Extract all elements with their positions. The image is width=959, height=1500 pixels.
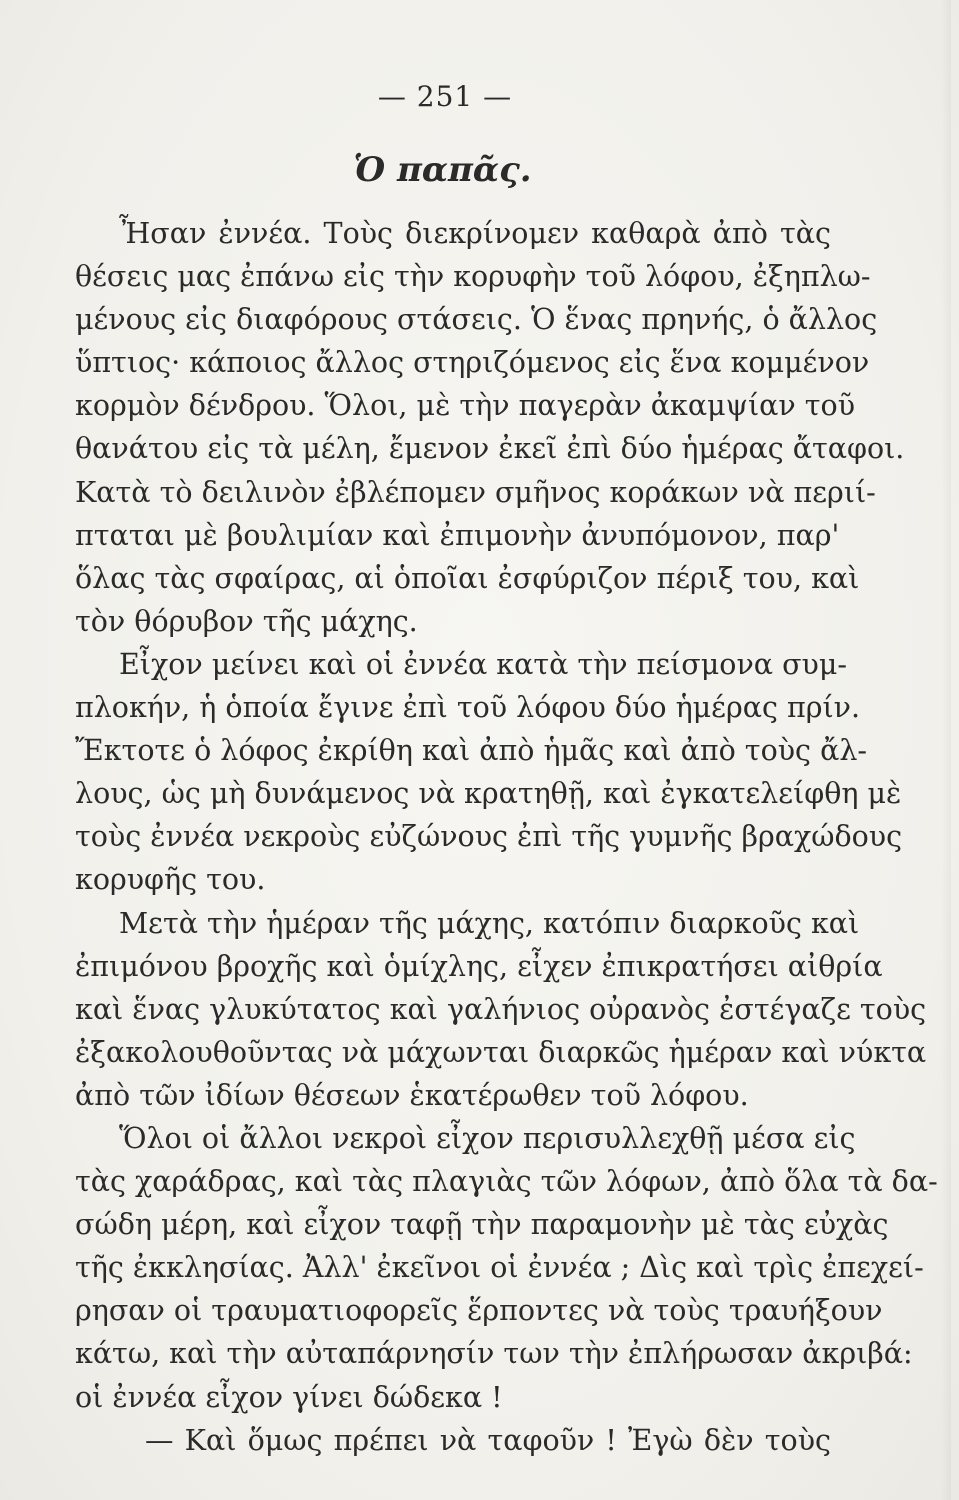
text-line: ἀπὸ τῶν ἰδίων θέσεων ἑκατέρωθεν τοῦ λόφου. bbox=[75, 1078, 749, 1112]
text-line: ρησαν οἱ τραυματιοφορεῖς ἕρποντες νὰ τοὺς τραυήξουν bbox=[75, 1294, 883, 1328]
text-line: ὅλας τὰς σφαίρας, αἱ ὁποῖαι ἐσφύριζον πέριξ του, καὶ bbox=[75, 561, 860, 595]
text-line: Ὅλοι οἱ ἄλλοι νεκροὶ εἶχον περισυλλεχθῇ μέσα εἰς bbox=[119, 1121, 856, 1155]
text-line: τὰς χαράδρας, καὶ τὰς πλαγιὰς τῶν λόφων, ἀπὸ ὅλα τὰ δα- bbox=[75, 1165, 938, 1199]
text-line: οἱ ἐννέα εἶχον γίνει δώδεκα ! bbox=[75, 1380, 503, 1414]
text-line: θέσεις μας ἐπάνω εἰς τὴν κορυφὴν τοῦ λόφου, ἐξηπλω- bbox=[75, 260, 871, 294]
text-line: μένους εἰς διαφόρους στάσεις. Ὁ ἕνας πρηνής, ὁ ἄλλος bbox=[75, 303, 878, 337]
page-number: — 251 — bbox=[377, 80, 513, 113]
text-line: κορμὸν δένδρου. Ὅλοι, μὲ τὴν παγερὰν ἀκαμψίαν τοῦ bbox=[75, 389, 856, 423]
text-line: λους, ὡς μὴ δυνάμενος νὰ κρατηθῇ, καὶ ἐγκατελείφθη μὲ bbox=[75, 777, 902, 811]
text-line: κάτω, καὶ τὴν αὐταπάρνησίν των τὴν ἐπλήρωσαν ἀκριβά: bbox=[75, 1337, 913, 1371]
page-edge-shadow bbox=[941, 0, 951, 1500]
text-line: ἐπιμόνου βροχῆς καὶ ὁμίχλης, εἶχεν ἐπικρατήσει αἰθρία bbox=[75, 949, 883, 983]
text-line: τὸν θόρυβον τῆς μάχης. bbox=[75, 604, 418, 638]
text-line: ἐξακολουθοῦντας νὰ μάχωνται διαρκῶς ἡμέραν καὶ νύκτα bbox=[75, 1035, 927, 1069]
chapter-title: Ὁ παπᾶς. bbox=[353, 150, 532, 190]
text-line: — Καὶ ὅμως πρέπει νὰ ταφοῦν ! Ἐγὼ δὲν τοὺς bbox=[145, 1423, 831, 1457]
body-text bbox=[75, 212, 938, 1462]
text-line: κορυφῆς του. bbox=[75, 863, 266, 897]
text-line: Μετὰ τὴν ἡμέραν τῆς μάχης, κατόπιν διαρκοῦς καὶ bbox=[119, 906, 860, 940]
text-line: καὶ ἕνας γλυκύτατος καὶ γαλήνιος οὐρανὸς ἐστέγαζε τοὺς bbox=[75, 992, 927, 1026]
text-line: Εἶχον μείνει καὶ οἱ ἐννέα κατὰ τὴν πείσμονα συμ- bbox=[119, 647, 848, 681]
text-line: σώδη μέρη, καὶ εἶχον ταφῇ τὴν παραμονὴν μὲ τὰς εὐχὰς bbox=[75, 1208, 889, 1242]
text-line: Ἦσαν ἐννέα. Τοὺς διεκρίνομεν καθαρὰ ἀπὸ τὰς bbox=[119, 217, 831, 250]
text-line: Κατὰ τὸ δειλινὸν ἐβλέπομεν σμῆνος κοράκων νὰ περιί- bbox=[75, 475, 876, 509]
text-line: ὕπτιος· κάποιος ἄλλος στηριζόμενος εἰς ἕνα κομμένον bbox=[75, 346, 870, 380]
text-line: τῆς ἐκκλησίας. Ἀλλ' ἐκεῖνοι οἱ ἐννέα ; Δὶς καὶ τρὶς ἐπεχεί- bbox=[75, 1251, 924, 1285]
text-line: θανάτου εἰς τὰ μέλη, ἔμενον ἐκεῖ ἐπὶ δύο ἡμέρας ἄταφοι. bbox=[75, 432, 905, 466]
text-line: πλοκήν, ἡ ὁποία ἔγινε ἐπὶ τοῦ λόφου δύο ἡμέρας πρίν. bbox=[75, 691, 861, 725]
text-line: Ἔκτοτε ὁ λόφος ἐκρίθη καὶ ἀπὸ ἡμᾶς καὶ ἀπὸ τοὺς ἄλ- bbox=[75, 734, 868, 768]
text-line: τοὺς ἐννέα νεκροὺς εὐζώνους ἐπὶ τῆς γυμνῆς βραχώδους bbox=[75, 820, 903, 854]
text-line: πταται μὲ βουλιμίαν καὶ ἐπιμονὴν ἀνυπόμονον, παρ' bbox=[75, 518, 840, 552]
